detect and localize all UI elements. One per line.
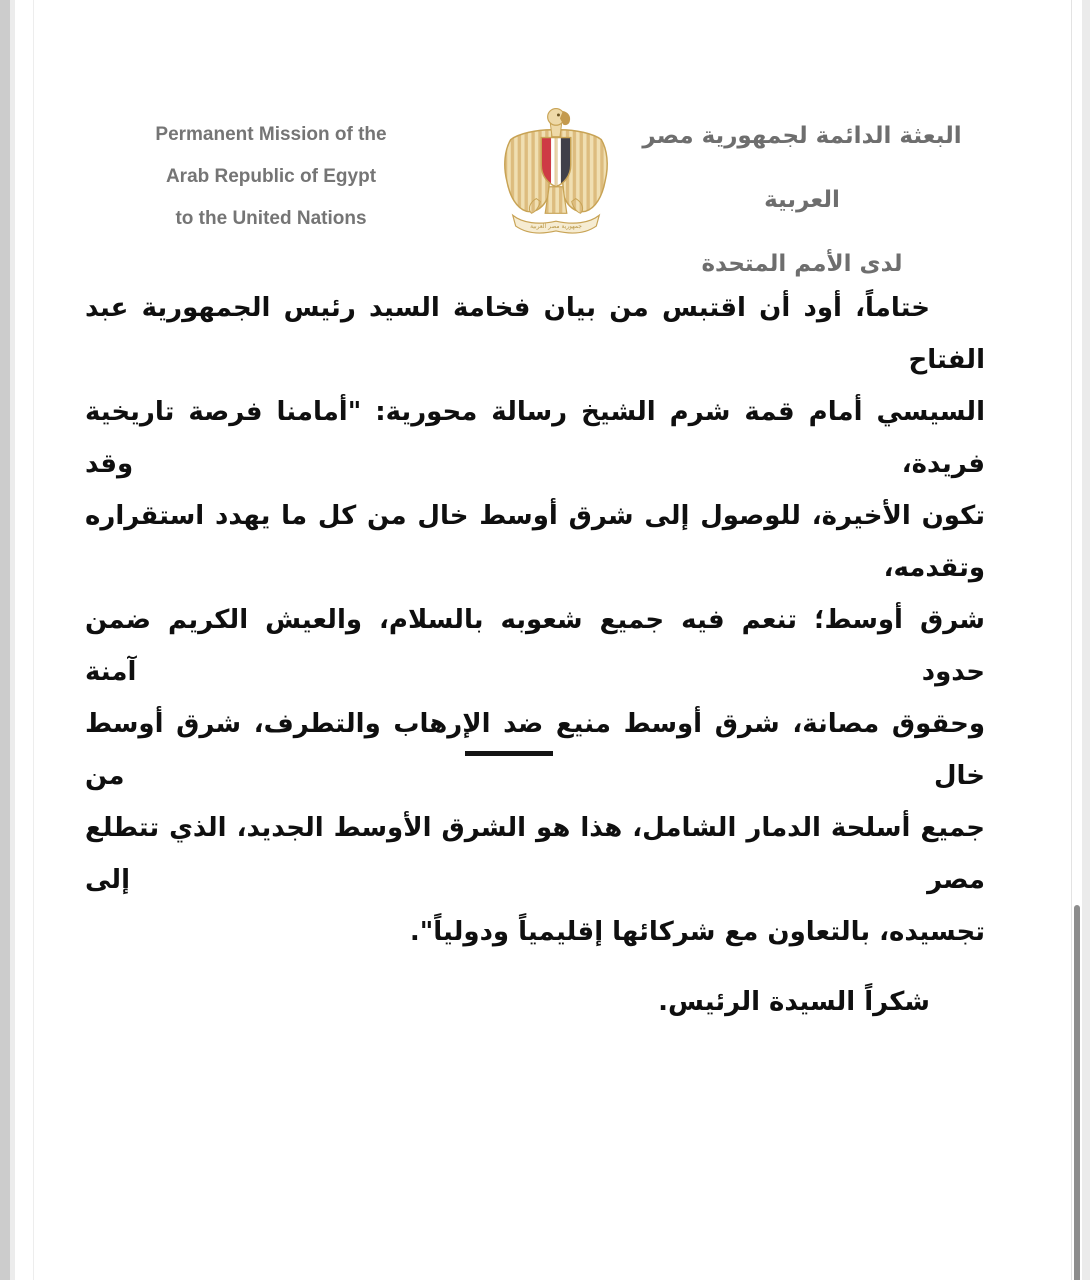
statement-line: شرق أوسط؛ تنعم فيه جميع شعوبه بالسلام، والعيش الكريم ضمن حدود آمنة (85, 605, 985, 687)
statement-line: ختاماً، أود أن اقتبس من بيان فخامة السيد رئيس الجمهورية عبد الفتاح (85, 293, 985, 375)
mission-name-arabic (628, 104, 976, 296)
statement-paragraph (85, 282, 985, 1028)
closing-thanks-line: شكراً السيدة الرئيس. (658, 987, 930, 1017)
statement-line: تكون الأخيرة، للوصول إلى شرق أوسط خال من كل ما يهدد استقراره وتقدمه، (85, 501, 985, 583)
statement-line: جميع أسلحة الدمار الشامل، هذا هو الشرق الأوسط الجديد، الذي تتطلع مصر إلى (85, 813, 985, 895)
egypt-coat-of-arms-icon (497, 104, 615, 238)
mission-en-line-2: Arab Republic of Egypt (165, 166, 377, 187)
scrollbar-thumb[interactable] (1074, 905, 1080, 1280)
mission-ar-line-2: لدى الأمم المتحدة (701, 251, 903, 277)
left-gutter (0, 0, 10, 1280)
statement-line: تجسيده، بالتعاون مع شركائها إقليمياً ودولياً". (409, 917, 985, 947)
page-right-edge (1071, 0, 1072, 1280)
mission-en-line-1: Permanent Mission of the (155, 124, 387, 145)
statement-line: وحقوق مصانة، شرق أوسط منيع ضد الإرهاب والتطرف، شرق أوسط خال من (85, 709, 985, 791)
scrollbar-track[interactable] (1082, 0, 1090, 1280)
left-gutter-inner (10, 0, 15, 1280)
mission-ar-line-1: البعثة الدائمة لجمهورية مصر العربية (642, 123, 962, 213)
emblem-banner-text: جمهورية مصر العربية (530, 224, 582, 231)
statement-line: السيسي أمام قمة شرم الشيخ رسالة محورية: "أمامنا فرصة تاريخية فريدة، وقد (85, 397, 985, 479)
mission-name-english (140, 114, 402, 240)
page-left-edge (33, 0, 34, 1280)
mission-en-line-3: to the United Nations (175, 208, 367, 229)
end-divider (465, 751, 553, 756)
